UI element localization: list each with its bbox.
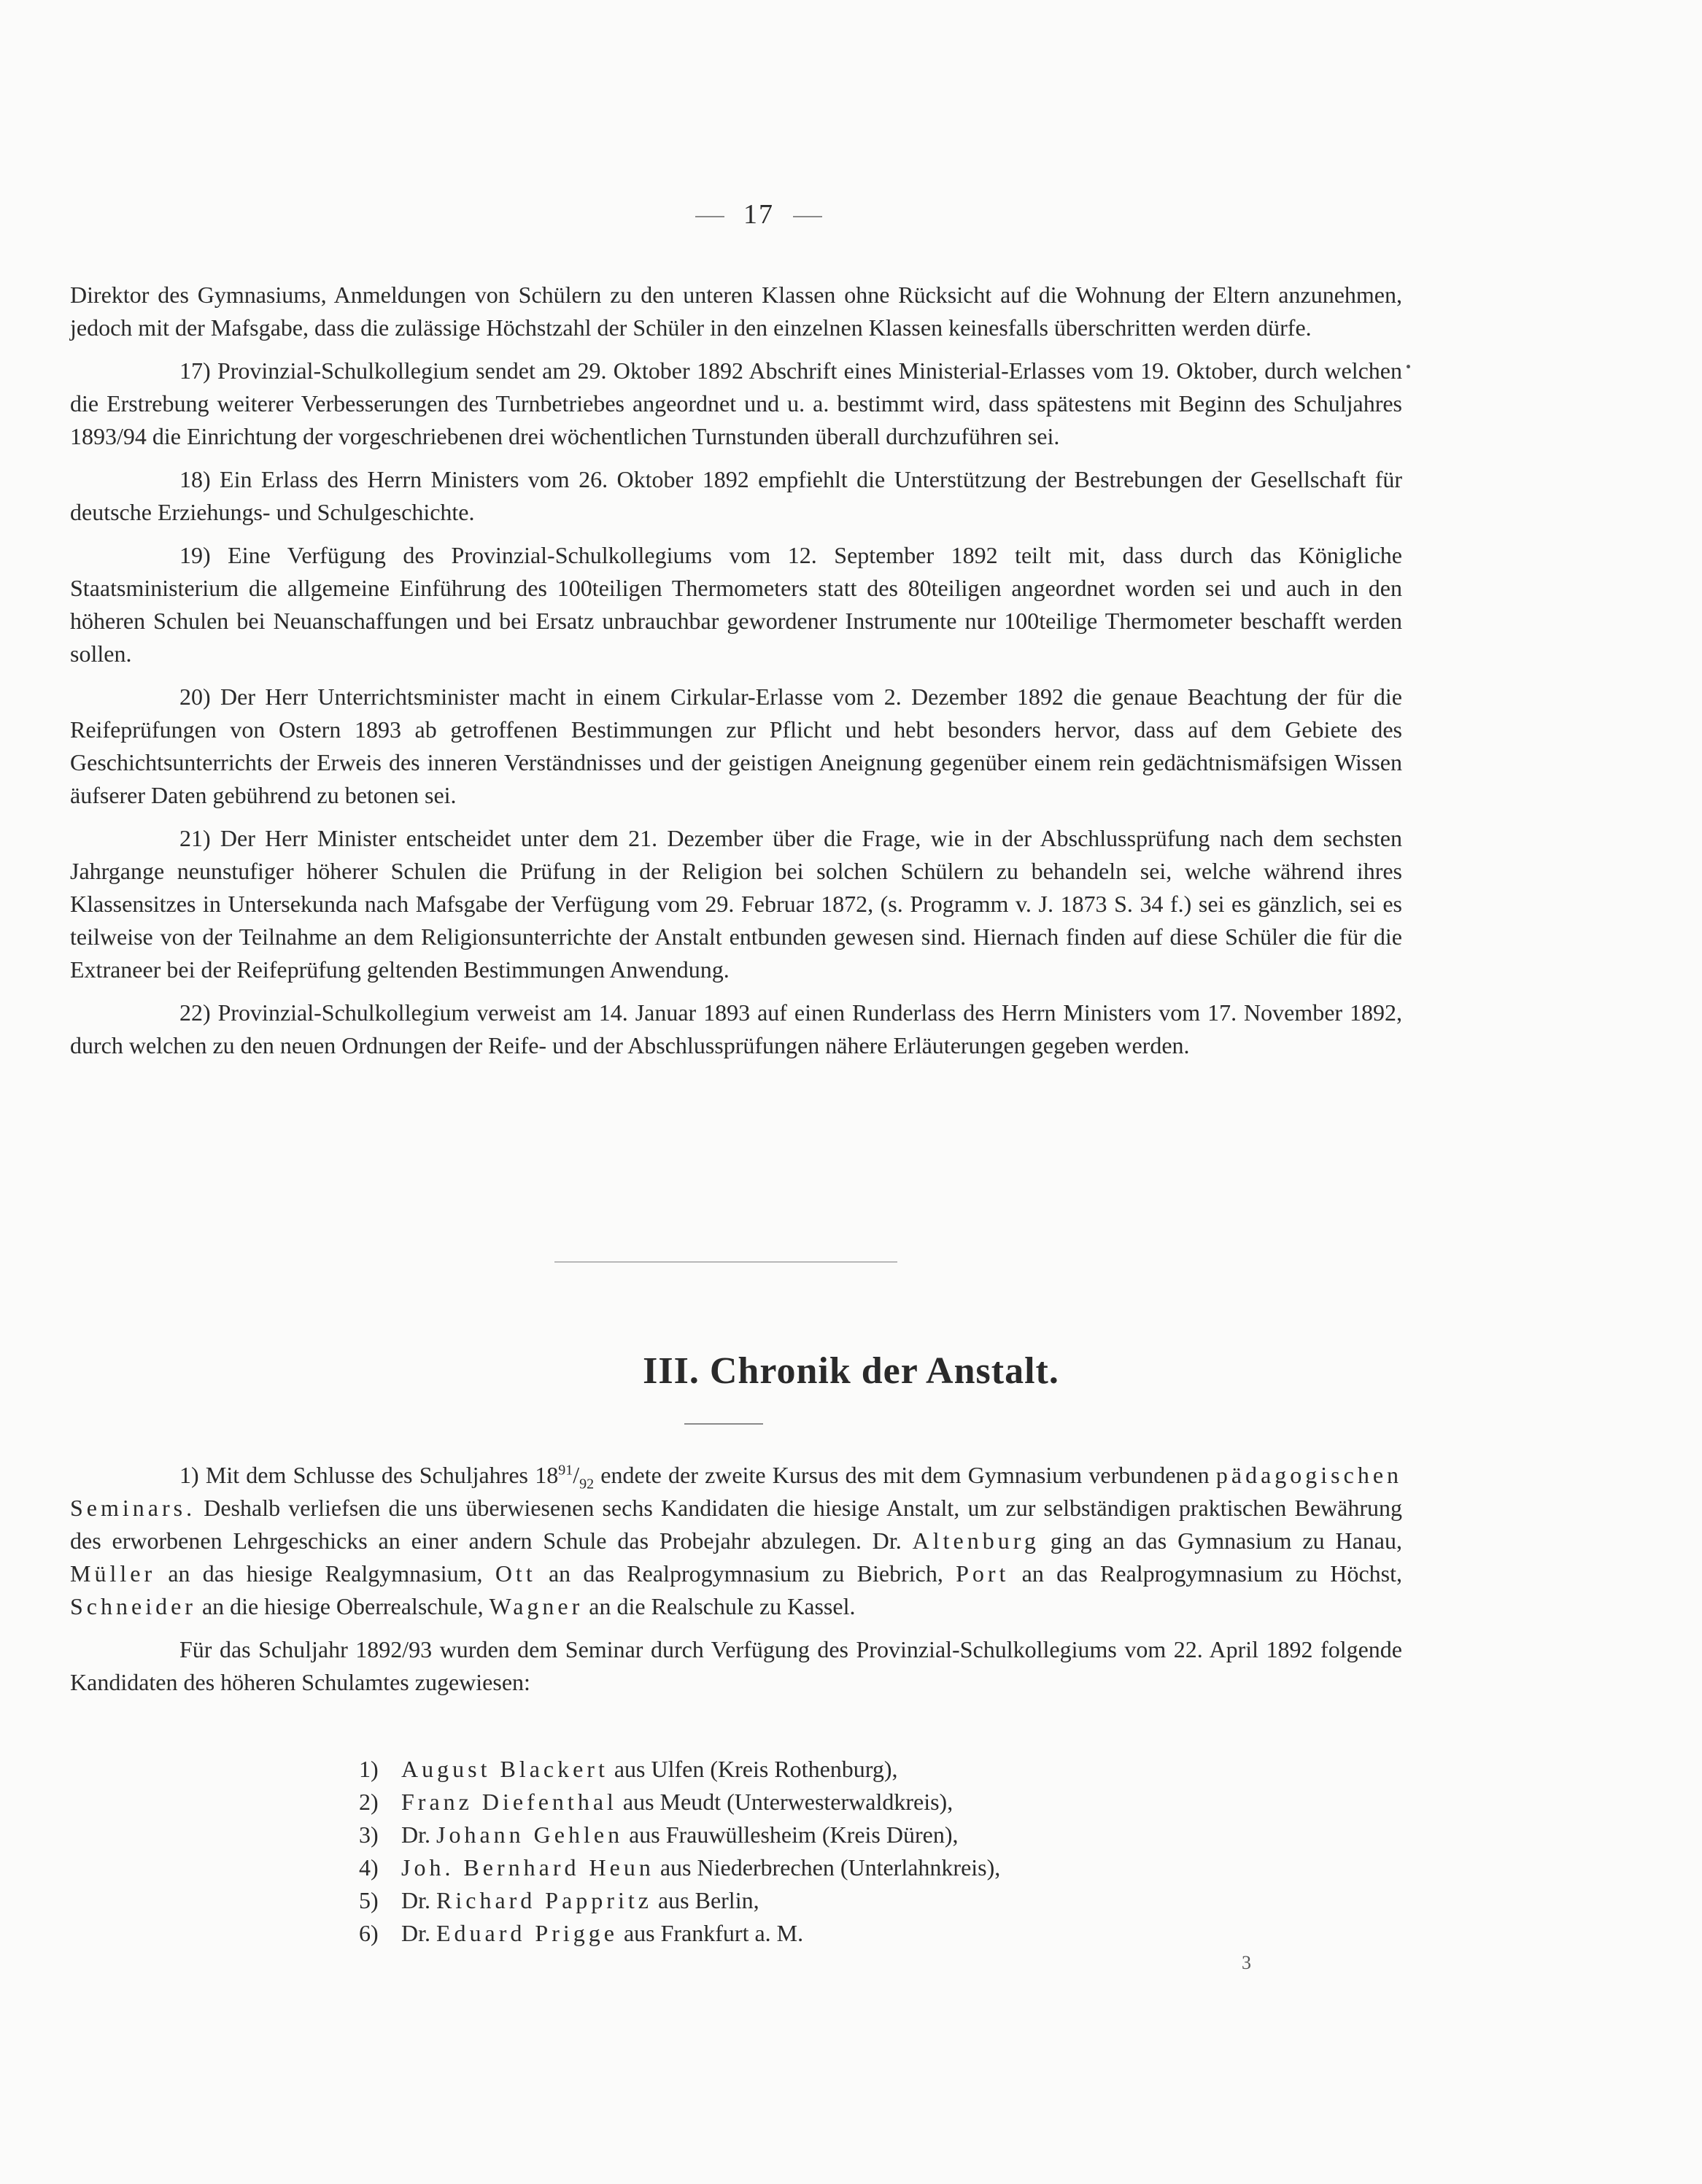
header-dash-right [793, 216, 822, 217]
list-item: 6) Dr. Eduard Prigge aus Frankfurt a. M. [359, 1920, 804, 1946]
list-item: 2) Franz Diefenthal aus Meudt (Unterwesterwaldkreis), [359, 1789, 953, 1815]
ordinances-section [70, 279, 1402, 1072]
fraction-numerator: 91 [558, 1462, 573, 1479]
person-name: Port [956, 1560, 1010, 1587]
paragraph-20: 20) Der Herr Unterrichtsminister macht in einem Cirkular-Erlasse vom 2. Dezember 1892 die genaue Beachtung der für die Reifeprüfungen von Ostern 1893 ab getroffenen Bestimmungen zur Pflicht und hebt besonders hervor, dass auf dem Gebiete des Geschichtsunterrichts der Erweis des inneren Verständnisses und der geistigen Aneignung gegenüber einem rein gedächtnismäfsigen Wissen äufserer Daten gebührend zu betonen sei. [70, 684, 1402, 808]
paragraph-continuation: Direktor des Gymnasiums, Anmeldungen von Schülern zu den unteren Klassen ohne Rücksicht auf die Wohnung der Eltern anzunehmen, jedoch mit der Mafsgabe, dass die zulässige Höchstzahl der Schüler in den einzelnen Klassen keinesfalls überschritten werden dürfe. [70, 282, 1402, 341]
section-heading-chronik: III. Chronik der Anstalt. [643, 1350, 1059, 1392]
heading-underline [684, 1423, 763, 1425]
paragraph-18: 18) Ein Erlass des Herrn Ministers vom 26. Oktober 1892 empfiehlt die Unterstützung der Bestrebungen der Gesellschaft für deutsche Erziehungs- und Schulgeschichte. [70, 466, 1402, 525]
candidate-name: August Blackert [401, 1756, 608, 1782]
chronicle-paragraph-2: Für das Schuljahr 1892/93 wurden dem Seminar durch Verfügung des Provinzial-Schulkollegiums vom 22. April 1892 folgende Kandidaten des höheren Schulamtes zugewiesen: [70, 1636, 1402, 1695]
person-name: Schneider [70, 1593, 196, 1619]
header-dash-left [695, 216, 724, 217]
paragraph-17: 17) Provinzial-Schulkollegium sendet am 29. Oktober 1892 Abschrift eines Ministerial-Erlasses vom 19. Oktober, durch welchen die Erstrebung weiterer Verbesserungen des Turnbetriebes angeordnet und u. a. bestimmt wird, dass spätestens mit Beginn des Schuljahres 1893/94 die Einrichtung der vorgeschriebenen drei wöchentlichen Turnstunden überall durchzuführen sei. [70, 357, 1402, 449]
person-name: Altenburg [912, 1527, 1040, 1554]
section-divider [554, 1261, 897, 1263]
seminar-name: pädagogischen Seminars. [70, 1462, 1403, 1521]
person-name: Ott [495, 1560, 536, 1587]
chronicle-paragraph-1: 1) Mit dem Schlusse des Schuljahres $18^{91}/_{92}$ endete der zweite Kursus des mit dem Gymnasium verbundenen pädagogischen Seminars. Deshalb verliefsen die uns überwiesenen sechs Kandidaten die hiesige Anstalt, um zur selbständigen praktischen Bewährung des erworbenen Lehrgeschicks an einer andern Schule das Probejahr abzulegen. Dr. Altenburg ging an das Gymnasium zu Hanau, Müller an das hiesige Realgymnasium, Ott an das Realprogymnasium zu Biebrich, Port an das Realprogymnasium zu Höchst, Schneider an die hiesige Oberrealschule, Wagner an die Realschule zu Kassel. [70, 1462, 1403, 1619]
list-item: 5) Dr. Richard Pappritz aus Berlin, [359, 1887, 759, 1913]
candidate-name: Johann Gehlen [436, 1821, 624, 1848]
candidate-name: Eduard Prigge [436, 1920, 618, 1946]
fraction-slash: / [573, 1462, 580, 1488]
scan-speck [1407, 365, 1410, 368]
list-item: 4) Joh. Bernhard Heun aus Niederbrechen (Unterlahnkreis), [359, 1854, 1001, 1881]
candidate-list [359, 1753, 1000, 1950]
signature-mark: 3 [1242, 1952, 1251, 1973]
candidate-name: Franz Diefenthal [401, 1789, 617, 1815]
paragraph-19: 19) Eine Verfügung des Provinzial-Schulkollegiums vom 12. September 1892 teilt mit, dass durch das Königliche Staatsministerium die allgemeine Einführung des 100teiligen Thermometers statt des 80teiligen angeordnet worden sei und auch in den höheren Schulen bei Neuanschaffungen und bei Ersatz unbrauchbar gewordener Instrumente nur 100teilige Thermometer beschafft werden sollen. [70, 542, 1402, 667]
person-name: Wagner [489, 1593, 584, 1619]
person-name: Müller [70, 1560, 156, 1587]
fraction-denominator: 92 [579, 1476, 595, 1492]
page-number: 17 [743, 199, 774, 230]
page-number-header [0, 198, 1517, 231]
paragraph-22: 22) Provinzial-Schulkollegium verweist am 14. Januar 1893 auf einen Runderlass des Herrn Ministers vom 17. November 1892, durch welchen zu den neuen Ordnungen der Reife- und der Abschlussprüfungen nähere Erläuterungen gegeben werden. [70, 999, 1402, 1058]
list-item: 1) August Blackert aus Ulfen (Kreis Rothenburg), [359, 1756, 898, 1782]
candidate-name: Joh. Bernhard Heun [401, 1854, 654, 1881]
list-item: 3) Dr. Johann Gehlen aus Frauwüllesheim (Kreis Düren), [359, 1821, 959, 1848]
paragraph-21: 21) Der Herr Minister entscheidet unter dem 21. Dezember über die Frage, wie in der Abschlussprüfung nach dem sechsten Jahrgange neunstufiger höherer Schulen die Prüfung in der Religion bei solchen Schülern zu behandeln sei, welche während ihres Klassensitzes in Untersekunda nach Mafsgabe der Verfügung vom 29. Februar 1872, (s. Programm v. J. 1873 S. 34 f.) sei es gänzlich, sei es teilweise von der Teilnahme an dem Religionsunterrichte der Anstalt entbunden gewesen sind. Hiernach finden auf diese Schüler die für die Extraneer bei der Reifeprüfung geltenden Bestimmungen Anwendung. [70, 825, 1402, 983]
chronicle-section [70, 1459, 1402, 1709]
candidate-name: Richard Pappritz [436, 1887, 652, 1913]
